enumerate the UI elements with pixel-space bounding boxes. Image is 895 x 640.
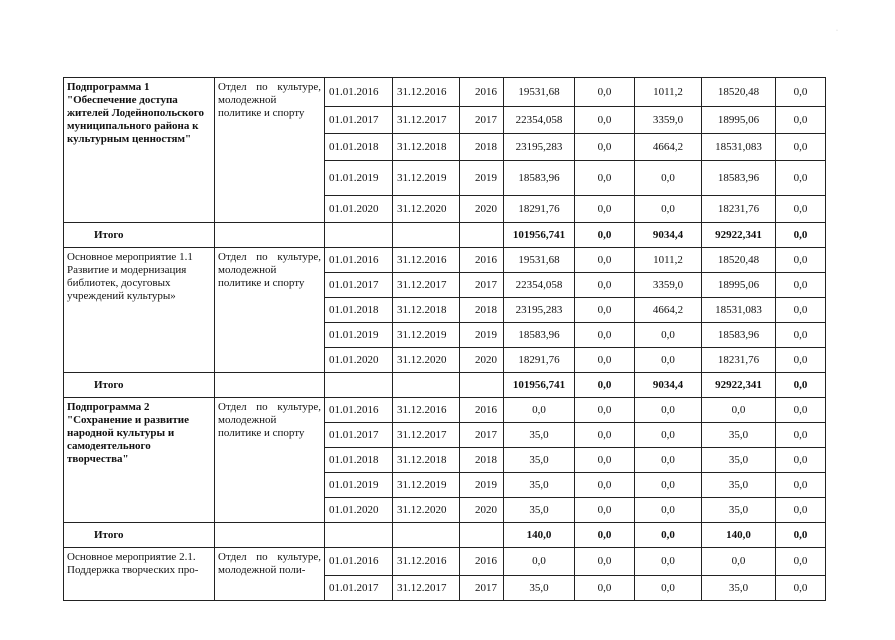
local-budget-cell: 18995,06 xyxy=(702,273,776,298)
other-sources-cell: 0,0 xyxy=(776,548,826,576)
start-date-cell: 01.01.2019 xyxy=(325,323,393,348)
end-date-cell: 31.12.2020 xyxy=(393,498,460,523)
local-budget-cell: 18520,48 xyxy=(702,248,776,273)
federal-budget-cell: 0,0 xyxy=(575,107,635,134)
other-sources-cell: 0,0 xyxy=(776,348,826,373)
year-cell: 2016 xyxy=(460,78,504,107)
total-funding-cell: 23195,283 xyxy=(504,134,575,161)
local-budget-cell: 92922,341 xyxy=(702,223,776,248)
executor-cell: Отдел по культуре, молодежной поли- xyxy=(215,548,325,601)
total-funding-cell: 35,0 xyxy=(504,448,575,473)
other-sources-cell: 0,0 xyxy=(776,107,826,134)
regional-budget-cell: 0,0 xyxy=(635,473,702,498)
year-cell: 2017 xyxy=(460,273,504,298)
total-funding-cell: 22354,058 xyxy=(504,273,575,298)
total-funding-cell: 101956,741 xyxy=(504,223,575,248)
end-date-cell: 31.12.2016 xyxy=(393,548,460,576)
year-cell: 2018 xyxy=(460,134,504,161)
year-cell: 2016 xyxy=(460,248,504,273)
federal-budget-cell: 0,0 xyxy=(575,273,635,298)
total-funding-cell: 18583,96 xyxy=(504,323,575,348)
end-date-cell: 31.12.2016 xyxy=(393,78,460,107)
empty-cell xyxy=(325,523,393,548)
start-date-cell: 01.01.2017 xyxy=(325,576,393,601)
total-funding-cell: 35,0 xyxy=(504,473,575,498)
empty-cell xyxy=(215,523,325,548)
end-date-cell: 31.12.2017 xyxy=(393,423,460,448)
regional-budget-cell: 0,0 xyxy=(635,398,702,423)
year-cell: 2019 xyxy=(460,323,504,348)
federal-budget-cell: 0,0 xyxy=(575,473,635,498)
executor-cell: Отдел по культуре, молодежной политике и спорту xyxy=(215,398,325,523)
year-cell: 2018 xyxy=(460,298,504,323)
federal-budget-cell: 0,0 xyxy=(575,448,635,473)
other-sources-cell: 0,0 xyxy=(776,273,826,298)
end-date-cell: 31.12.2018 xyxy=(393,298,460,323)
start-date-cell: 01.01.2017 xyxy=(325,107,393,134)
year-cell: 2017 xyxy=(460,107,504,134)
year-cell: 2020 xyxy=(460,196,504,223)
other-sources-cell: 0,0 xyxy=(776,373,826,398)
total-row xyxy=(64,523,826,548)
start-date-cell: 01.01.2016 xyxy=(325,248,393,273)
regional-budget-cell: 0,0 xyxy=(635,576,702,601)
total-row xyxy=(64,223,826,248)
end-date-cell: 31.12.2017 xyxy=(393,576,460,601)
total-label-cell: Итого xyxy=(64,373,215,398)
table-row xyxy=(64,248,826,273)
start-date-cell: 01.01.2020 xyxy=(325,348,393,373)
local-budget-cell: 35,0 xyxy=(702,576,776,601)
local-budget-cell: 35,0 xyxy=(702,448,776,473)
other-sources-cell: 0,0 xyxy=(776,78,826,107)
empty-cell xyxy=(393,523,460,548)
regional-budget-cell: 1011,2 xyxy=(635,248,702,273)
end-date-cell: 31.12.2016 xyxy=(393,248,460,273)
empty-cell xyxy=(460,523,504,548)
total-funding-cell: 19531,68 xyxy=(504,78,575,107)
year-cell: 2020 xyxy=(460,348,504,373)
year-cell: 2016 xyxy=(460,548,504,576)
federal-budget-cell: 0,0 xyxy=(575,373,635,398)
end-date-cell: 31.12.2020 xyxy=(393,348,460,373)
other-sources-cell: 0,0 xyxy=(776,248,826,273)
year-cell: 2017 xyxy=(460,576,504,601)
start-date-cell: 01.01.2018 xyxy=(325,298,393,323)
other-sources-cell: 0,0 xyxy=(776,448,826,473)
end-date-cell: 31.12.2016 xyxy=(393,398,460,423)
local-budget-cell: 35,0 xyxy=(702,498,776,523)
federal-budget-cell: 0,0 xyxy=(575,196,635,223)
end-date-cell: 31.12.2018 xyxy=(393,448,460,473)
local-budget-cell: 18583,96 xyxy=(702,161,776,196)
federal-budget-cell: 0,0 xyxy=(575,248,635,273)
start-date-cell: 01.01.2019 xyxy=(325,161,393,196)
local-budget-cell: 18995,06 xyxy=(702,107,776,134)
total-funding-cell: 23195,283 xyxy=(504,298,575,323)
regional-budget-cell: 0,0 xyxy=(635,348,702,373)
other-sources-cell: 0,0 xyxy=(776,523,826,548)
regional-budget-cell: 1011,2 xyxy=(635,78,702,107)
other-sources-cell: 0,0 xyxy=(776,161,826,196)
local-budget-cell: 18531,083 xyxy=(702,298,776,323)
year-cell: 2019 xyxy=(460,161,504,196)
year-cell: 2016 xyxy=(460,398,504,423)
local-budget-cell: 35,0 xyxy=(702,473,776,498)
federal-budget-cell: 0,0 xyxy=(575,298,635,323)
regional-budget-cell: 3359,0 xyxy=(635,107,702,134)
total-label-cell: Итого xyxy=(64,223,215,248)
local-budget-cell: 35,0 xyxy=(702,423,776,448)
regional-budget-cell: 0,0 xyxy=(635,323,702,348)
total-funding-cell: 18291,76 xyxy=(504,348,575,373)
end-date-cell: 31.12.2019 xyxy=(393,161,460,196)
regional-budget-cell: 0,0 xyxy=(635,448,702,473)
other-sources-cell: 0,0 xyxy=(776,576,826,601)
local-budget-cell: 18583,96 xyxy=(702,323,776,348)
local-budget-cell: 92922,341 xyxy=(702,373,776,398)
total-funding-cell: 0,0 xyxy=(504,398,575,423)
federal-budget-cell: 0,0 xyxy=(575,548,635,576)
scan-speck: · xyxy=(836,28,838,34)
federal-budget-cell: 0,0 xyxy=(575,348,635,373)
other-sources-cell: 0,0 xyxy=(776,196,826,223)
measure-name-cell: Подпрограмма 2 "Сохранение и развитие народной культуры и самодеятельного творчества" xyxy=(64,398,215,523)
empty-cell xyxy=(325,373,393,398)
empty-cell xyxy=(460,373,504,398)
local-budget-cell: 18520,48 xyxy=(702,78,776,107)
measure-name-cell: Основное мероприятие 1.1 Развитие и модернизация библиотек, досуговых учреждений культуры» xyxy=(64,248,215,373)
total-label-cell: Итого xyxy=(64,523,215,548)
year-cell: 2020 xyxy=(460,498,504,523)
regional-budget-cell: 0,0 xyxy=(635,498,702,523)
start-date-cell: 01.01.2018 xyxy=(325,134,393,161)
start-date-cell: 01.01.2019 xyxy=(325,473,393,498)
end-date-cell: 31.12.2017 xyxy=(393,273,460,298)
other-sources-cell: 0,0 xyxy=(776,498,826,523)
total-funding-cell: 0,0 xyxy=(504,548,575,576)
table-body xyxy=(64,78,826,601)
empty-cell xyxy=(393,223,460,248)
federal-budget-cell: 0,0 xyxy=(575,576,635,601)
start-date-cell: 01.01.2016 xyxy=(325,78,393,107)
federal-budget-cell: 0,0 xyxy=(575,161,635,196)
regional-budget-cell: 0,0 xyxy=(635,161,702,196)
local-budget-cell: 0,0 xyxy=(702,548,776,576)
local-budget-cell: 18531,083 xyxy=(702,134,776,161)
year-cell: 2019 xyxy=(460,473,504,498)
total-funding-cell: 35,0 xyxy=(504,576,575,601)
regional-budget-cell: 0,0 xyxy=(635,523,702,548)
federal-budget-cell: 0,0 xyxy=(575,323,635,348)
executor-cell: Отдел по культуре, молодежной политике и спорту xyxy=(215,78,325,223)
other-sources-cell: 0,0 xyxy=(776,398,826,423)
start-date-cell: 01.01.2017 xyxy=(325,423,393,448)
executor-cell: Отдел по культуре, молодежной политике и спорту xyxy=(215,248,325,373)
end-date-cell: 31.12.2018 xyxy=(393,134,460,161)
end-date-cell: 31.12.2019 xyxy=(393,473,460,498)
table-row xyxy=(64,78,826,107)
year-cell: 2017 xyxy=(460,423,504,448)
program-funding-table xyxy=(63,77,826,601)
federal-budget-cell: 0,0 xyxy=(575,134,635,161)
local-budget-cell: 18231,76 xyxy=(702,348,776,373)
other-sources-cell: 0,0 xyxy=(776,423,826,448)
total-row xyxy=(64,373,826,398)
other-sources-cell: 0,0 xyxy=(776,223,826,248)
end-date-cell: 31.12.2020 xyxy=(393,196,460,223)
total-funding-cell: 101956,741 xyxy=(504,373,575,398)
empty-cell xyxy=(393,373,460,398)
start-date-cell: 01.01.2016 xyxy=(325,398,393,423)
federal-budget-cell: 0,0 xyxy=(575,423,635,448)
regional-budget-cell: 4664,2 xyxy=(635,298,702,323)
start-date-cell: 01.01.2017 xyxy=(325,273,393,298)
other-sources-cell: 0,0 xyxy=(776,298,826,323)
total-funding-cell: 19531,68 xyxy=(504,248,575,273)
other-sources-cell: 0,0 xyxy=(776,323,826,348)
federal-budget-cell: 0,0 xyxy=(575,78,635,107)
table-row xyxy=(64,398,826,423)
empty-cell xyxy=(215,373,325,398)
regional-budget-cell: 4664,2 xyxy=(635,134,702,161)
local-budget-cell: 0,0 xyxy=(702,398,776,423)
federal-budget-cell: 0,0 xyxy=(575,398,635,423)
federal-budget-cell: 0,0 xyxy=(575,523,635,548)
end-date-cell: 31.12.2017 xyxy=(393,107,460,134)
regional-budget-cell: 0,0 xyxy=(635,196,702,223)
start-date-cell: 01.01.2020 xyxy=(325,196,393,223)
empty-cell xyxy=(460,223,504,248)
total-funding-cell: 18291,76 xyxy=(504,196,575,223)
start-date-cell: 01.01.2020 xyxy=(325,498,393,523)
measure-name-cell: Подпрограмма 1 "Обеспечение доступа жителей Лодейнопольского муниципального района к культурным ценностям" xyxy=(64,78,215,223)
regional-budget-cell: 0,0 xyxy=(635,548,702,576)
total-funding-cell: 35,0 xyxy=(504,498,575,523)
end-date-cell: 31.12.2019 xyxy=(393,323,460,348)
measure-name-cell: Основное мероприятие 2.1. Поддержка творческих про- xyxy=(64,548,215,601)
federal-budget-cell: 0,0 xyxy=(575,498,635,523)
start-date-cell: 01.01.2018 xyxy=(325,448,393,473)
start-date-cell: 01.01.2016 xyxy=(325,548,393,576)
regional-budget-cell: 0,0 xyxy=(635,423,702,448)
total-funding-cell: 22354,058 xyxy=(504,107,575,134)
total-funding-cell: 140,0 xyxy=(504,523,575,548)
year-cell: 2018 xyxy=(460,448,504,473)
federal-budget-cell: 0,0 xyxy=(575,223,635,248)
regional-budget-cell: 9034,4 xyxy=(635,373,702,398)
total-funding-cell: 18583,96 xyxy=(504,161,575,196)
other-sources-cell: 0,0 xyxy=(776,473,826,498)
regional-budget-cell: 3359,0 xyxy=(635,273,702,298)
local-budget-cell: 140,0 xyxy=(702,523,776,548)
total-funding-cell: 35,0 xyxy=(504,423,575,448)
empty-cell xyxy=(325,223,393,248)
table-row xyxy=(64,548,826,576)
local-budget-cell: 18231,76 xyxy=(702,196,776,223)
regional-budget-cell: 9034,4 xyxy=(635,223,702,248)
empty-cell xyxy=(215,223,325,248)
other-sources-cell: 0,0 xyxy=(776,134,826,161)
